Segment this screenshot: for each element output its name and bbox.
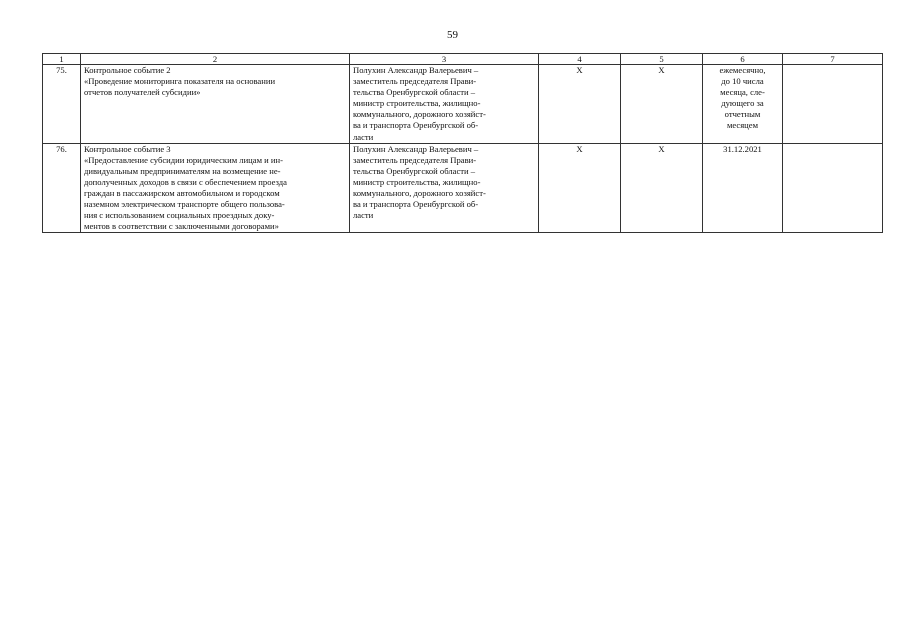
responsible-cell xyxy=(350,65,539,144)
responsible-text: Полухин Александр Валерьевич – заместитель председателя Прави- тельства Оренбургской области – министр строительства, жилищно- коммунального, дорожного хозяйст- ва и транспорта Оренбургской об- ласти xyxy=(353,65,486,142)
page-number: 59 xyxy=(447,29,458,41)
col4-cell: Х xyxy=(539,65,621,144)
header-cell-6: 6 xyxy=(703,54,783,65)
deadline-text: 31.12.2021 xyxy=(723,143,762,154)
col4-cell: Х xyxy=(539,143,621,233)
event-description: «Проведение мониторинга показателя на основании отчетов получателей субсидии» xyxy=(84,76,276,98)
event-cell xyxy=(81,65,350,144)
row-number: 75. xyxy=(43,65,81,144)
col5-cell: Х xyxy=(621,143,703,233)
deadline-text: ежемесячно, до 10 числа месяца, сле- дующего за отчетным месяцем xyxy=(719,65,766,131)
col7-cell xyxy=(783,65,883,144)
table-row xyxy=(43,143,883,233)
deadline-cell xyxy=(703,143,783,233)
deadline-cell xyxy=(703,65,783,144)
header-cell-4: 4 xyxy=(539,54,621,65)
header-cell-2: 2 xyxy=(81,54,350,65)
event-cell xyxy=(81,143,350,233)
row-number: 76. xyxy=(43,143,81,233)
table-row xyxy=(43,65,883,144)
header-row xyxy=(43,54,883,65)
plan-table xyxy=(42,53,883,233)
event-title: Контрольное событие 3 xyxy=(84,143,171,154)
event-description: «Предоставление субсидии юридическим лицам и ин- дивидуальным предпринимателям на возмещение не- дополученных доходов в связи с обеспечением проезда граждан в пассажирском автомобильном и городском наземном электрическом транспорте общего пользова- ния с использованием социальных проездных доку- ментов в соответствии с заключенными договорами» xyxy=(84,154,287,232)
col7-cell xyxy=(783,143,883,233)
header-cell-5: 5 xyxy=(621,54,703,65)
responsible-text: Полухин Александр Валерьевич – заместитель председателя Прави- тельства Оренбургской области – министр строительства, жилищно- коммунального, дорожного хозяйст- ва и транспорта Оренбургской об- ласти xyxy=(353,143,486,221)
event-title: Контрольное событие 2 xyxy=(84,65,171,75)
col5-cell: Х xyxy=(621,65,703,144)
header-cell-1: 1 xyxy=(43,54,81,65)
header-cell-7: 7 xyxy=(783,54,883,65)
responsible-cell xyxy=(350,143,539,233)
header-cell-3: 3 xyxy=(350,54,539,65)
